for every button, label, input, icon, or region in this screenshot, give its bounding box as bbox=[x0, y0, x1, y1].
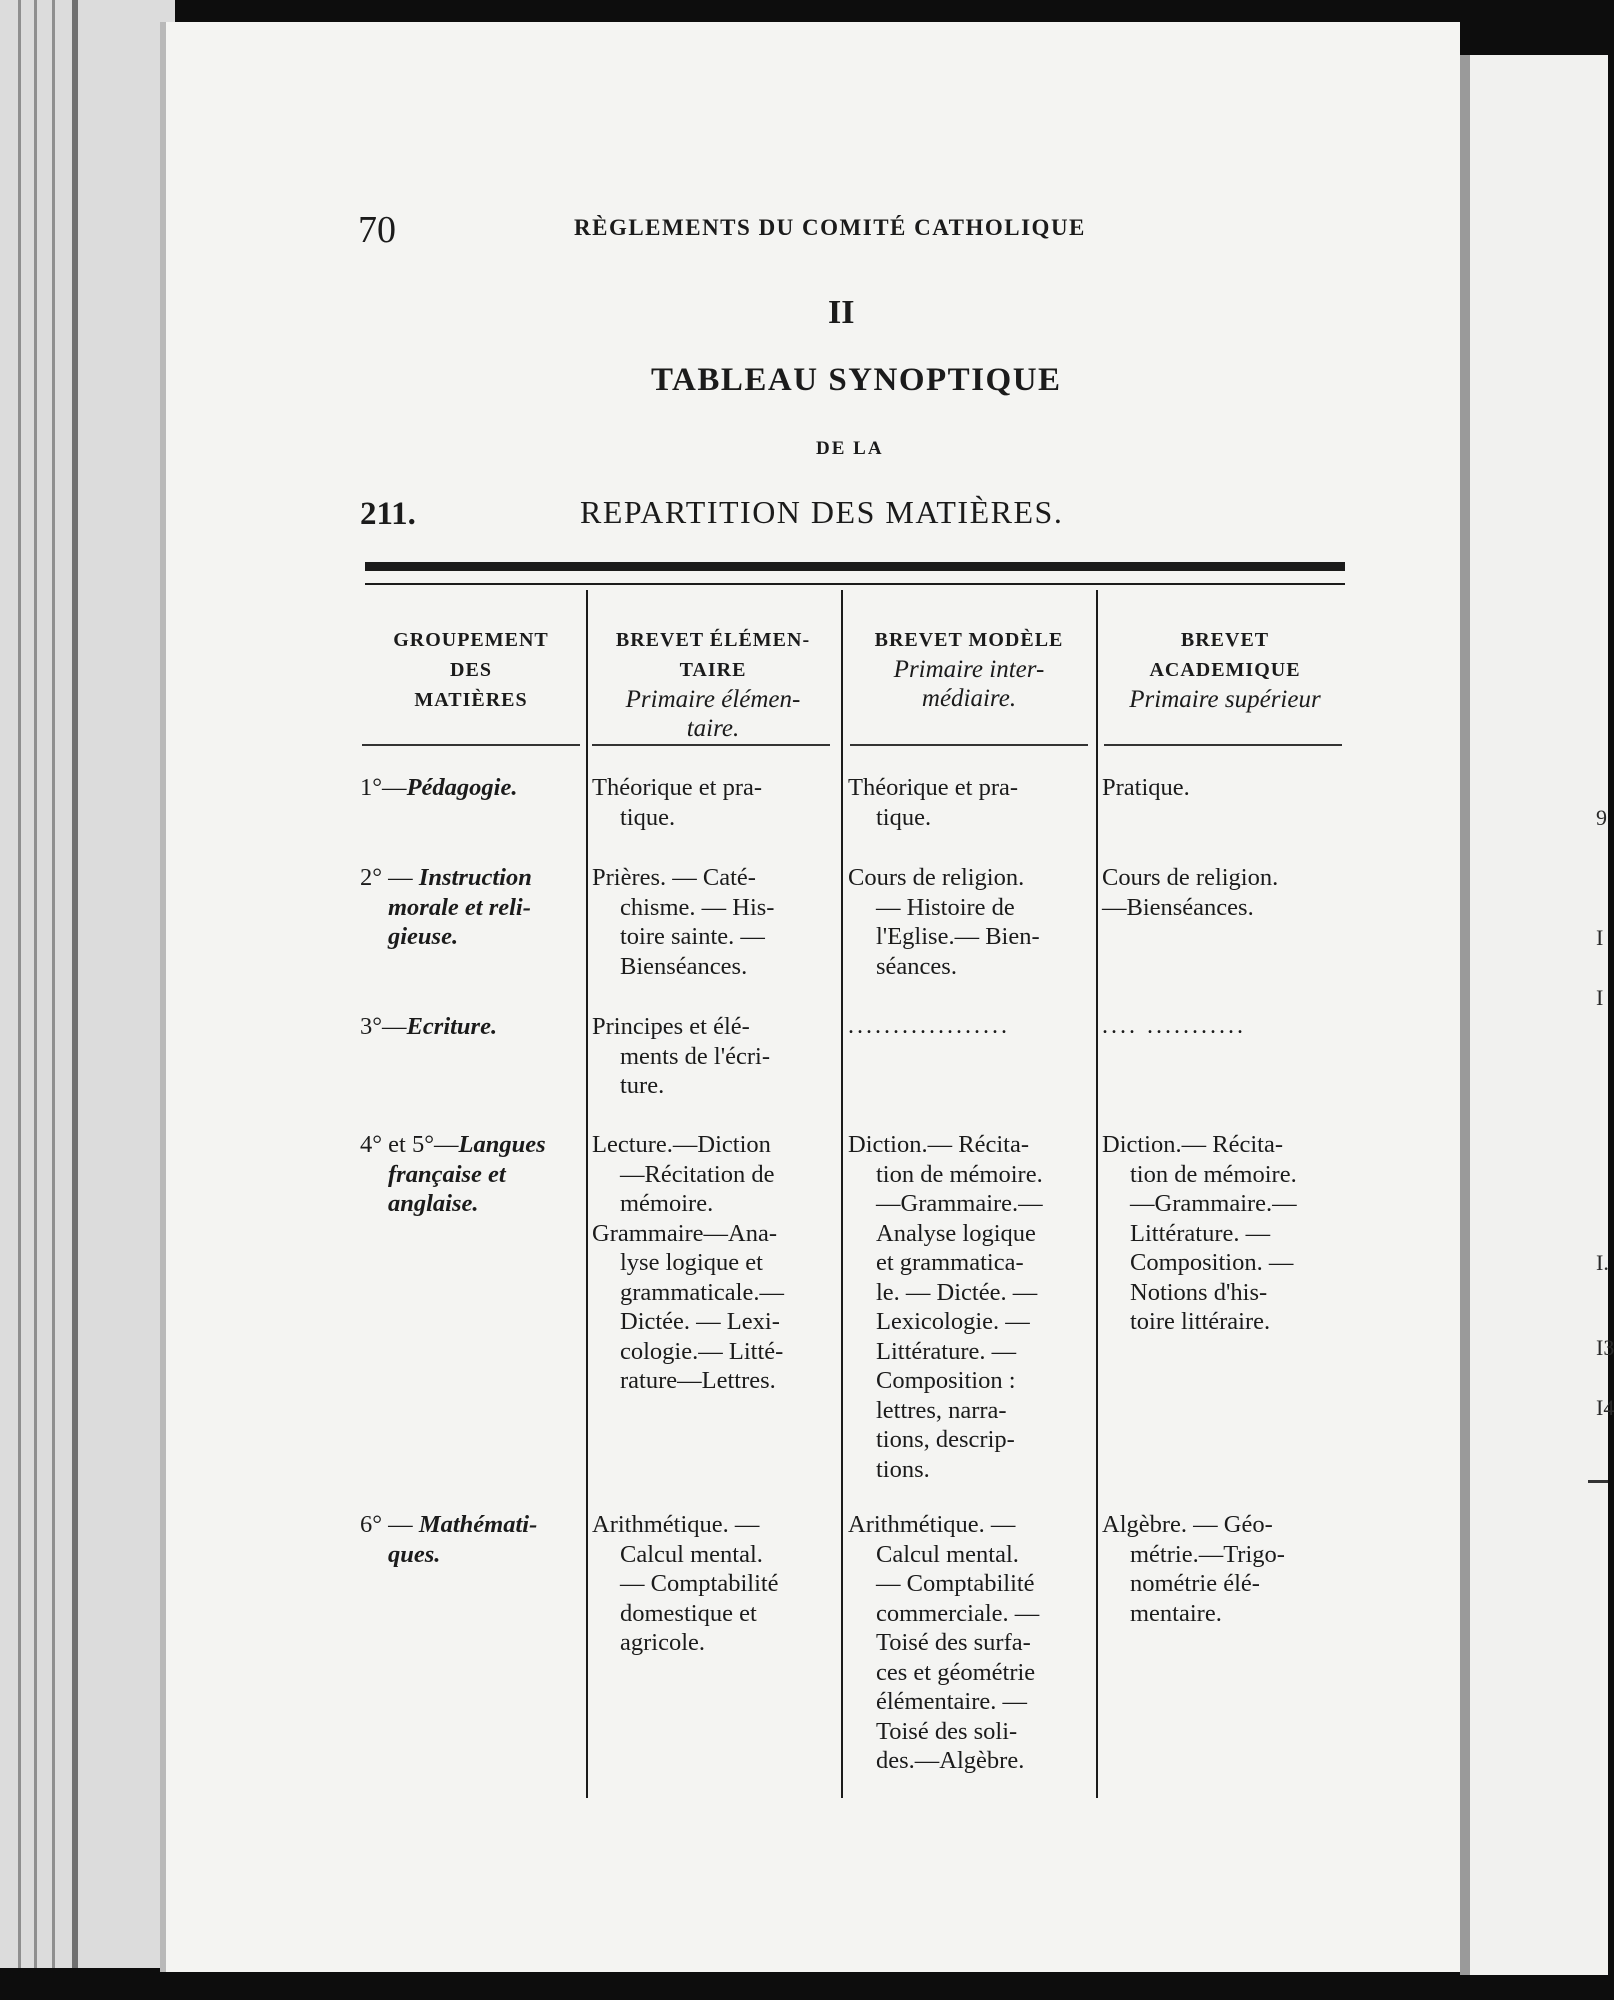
cell-elementaire bbox=[592, 773, 840, 832]
group-label: gieuse. bbox=[388, 923, 459, 950]
cell-line: des.—Algèbre. bbox=[876, 1747, 1025, 1774]
cell-line: Composition. — bbox=[1130, 1249, 1294, 1276]
heading-connector: DE LA bbox=[816, 438, 884, 459]
group-label: anglaise. bbox=[388, 1190, 479, 1217]
cell-line: lyse logique et bbox=[620, 1249, 763, 1276]
cell-line: l'Eglise.— Bien- bbox=[876, 923, 1040, 950]
cell-line: Pratique. bbox=[1102, 774, 1190, 801]
row-group bbox=[360, 1510, 580, 1569]
cell-line: et grammatica- bbox=[876, 1249, 1024, 1276]
header-rule bbox=[850, 744, 1088, 746]
cell-line: Calcul mental. bbox=[876, 1540, 1019, 1568]
row-number: 2° — bbox=[360, 864, 413, 891]
cell-line: lettres, narra- bbox=[876, 1396, 1007, 1424]
header-line: BREVET bbox=[1180, 629, 1270, 651]
margin-mark: I bbox=[1596, 925, 1604, 950]
group-label: morale et reli- bbox=[388, 893, 531, 921]
cell-line: —Grammaire.— bbox=[876, 1190, 1043, 1217]
table-top-rule bbox=[365, 562, 1345, 571]
cell-line: Diction.— Récita- bbox=[848, 1131, 1029, 1158]
cell-line: ture. bbox=[620, 1072, 665, 1099]
cell-line: tion de mémoire. bbox=[1130, 1160, 1297, 1188]
cell-line: Composition : bbox=[876, 1367, 1016, 1394]
row-group bbox=[360, 863, 580, 952]
cell-academique bbox=[1102, 1510, 1350, 1628]
cell-line: Littérature. — bbox=[876, 1337, 1017, 1365]
header-line: BREVET MODÈLE bbox=[874, 629, 1064, 651]
cell-line: agricole. bbox=[620, 1629, 706, 1656]
column-divider bbox=[841, 590, 843, 1798]
cell-modele-empty: .................. bbox=[848, 1013, 1010, 1039]
margin-dash bbox=[1588, 1480, 1608, 1483]
header-rule bbox=[592, 744, 830, 746]
cell-line: Arithmétique. — bbox=[592, 1511, 760, 1538]
cell-line: Bienséances. bbox=[620, 952, 748, 980]
cell-line: Toisé des surfa- bbox=[876, 1629, 1031, 1656]
cell-academique bbox=[1102, 1130, 1350, 1337]
page-edge bbox=[34, 0, 37, 1968]
page-edge bbox=[72, 0, 78, 1968]
header-rule bbox=[1104, 744, 1342, 746]
cell-modele bbox=[848, 1510, 1094, 1776]
cell-line: métrie.—Trigo- bbox=[1130, 1540, 1285, 1568]
running-head: RÈGLEMENTS DU COMITÉ CATHOLIQUE bbox=[574, 215, 1086, 240]
cell-line: Analyse logique bbox=[876, 1219, 1036, 1247]
header-groupement bbox=[362, 625, 580, 715]
cell-line: tique. bbox=[620, 803, 676, 831]
book-page-stack bbox=[0, 0, 175, 1968]
group-label: Ecriture. bbox=[406, 1013, 498, 1040]
cell-line: Littérature. — bbox=[1130, 1219, 1271, 1247]
row-group bbox=[360, 773, 580, 803]
cell-line: Diction.— Récita- bbox=[1102, 1131, 1283, 1158]
cell-line: séances. bbox=[876, 952, 957, 980]
cell-academique bbox=[1102, 863, 1350, 922]
column-divider bbox=[1096, 590, 1098, 1798]
header-brevet-academique bbox=[1100, 625, 1350, 714]
cell-line: ces et géométrie bbox=[876, 1658, 1036, 1686]
cell-line: Lexicologie. — bbox=[876, 1308, 1030, 1335]
cell-line: Lecture.—Diction bbox=[592, 1131, 771, 1158]
header-line: ACADEMIQUE bbox=[1149, 659, 1301, 681]
page-number: 70 bbox=[358, 209, 396, 251]
group-label: Mathémati- bbox=[418, 1511, 538, 1538]
cell-line: Cours de religion. bbox=[1102, 864, 1279, 891]
cell-line: cologie.— Litté- bbox=[620, 1337, 784, 1365]
row-number: 4° et 5°— bbox=[360, 1131, 459, 1158]
header-line: TAIRE bbox=[679, 659, 747, 681]
cell-line: Théorique et pra- bbox=[592, 774, 763, 801]
cell-line: Notions d'his- bbox=[1130, 1278, 1268, 1306]
cell-line: tique. bbox=[876, 803, 932, 831]
row-group bbox=[360, 1012, 580, 1042]
table-top-rule-thin bbox=[365, 583, 1345, 585]
header-line: MATIÈRES bbox=[414, 689, 528, 711]
header-brevet-modele bbox=[846, 625, 1092, 713]
cell-line: commerciale. — bbox=[876, 1599, 1040, 1627]
margin-mark: I3 bbox=[1596, 1335, 1614, 1360]
book-page bbox=[160, 22, 1460, 1972]
margin-mark: I bbox=[1596, 985, 1604, 1010]
cell-line: tions. bbox=[876, 1455, 930, 1483]
cell-academique bbox=[1102, 773, 1350, 803]
cell-line: ments de l'écri- bbox=[620, 1042, 770, 1070]
column-divider bbox=[586, 590, 588, 1798]
header-line: DES bbox=[450, 659, 492, 681]
header-rule bbox=[362, 744, 580, 746]
facing-page-edge bbox=[1460, 55, 1608, 1975]
cell-line: Prières. — Caté- bbox=[592, 864, 756, 891]
group-label: Pédagogie. bbox=[406, 774, 518, 801]
cell-line: nométrie élé- bbox=[1130, 1570, 1260, 1597]
row-number: 3°— bbox=[360, 1013, 407, 1040]
header-subtitle: Primaire inter- bbox=[893, 656, 1045, 683]
group-label: Instruction bbox=[418, 864, 532, 891]
cell-line: — Comptabilité bbox=[876, 1570, 1035, 1597]
row-number: 1°— bbox=[360, 774, 407, 801]
header-line: GROUPEMENT bbox=[393, 629, 549, 651]
cell-line: Algèbre. — Géo- bbox=[1102, 1511, 1273, 1538]
header-brevet-elementaire bbox=[590, 625, 836, 743]
cell-elementaire bbox=[592, 1130, 840, 1396]
cell-line: toire littéraire. bbox=[1130, 1308, 1271, 1335]
cell-line: tion de mémoire. bbox=[876, 1160, 1043, 1188]
cell-line: Arithmétique. — bbox=[848, 1511, 1016, 1538]
cell-academique-empty: .... ........... bbox=[1102, 1013, 1246, 1039]
header-subtitle: taire. bbox=[686, 715, 740, 742]
cell-line: Cours de religion. bbox=[848, 864, 1025, 891]
cell-elementaire bbox=[592, 1012, 840, 1101]
cell-line: Toisé des soli- bbox=[876, 1717, 1018, 1745]
cell-line: tions, descrip- bbox=[876, 1426, 1015, 1453]
group-label: ques. bbox=[388, 1540, 441, 1568]
margin-mark: 9 bbox=[1596, 805, 1607, 830]
cell-elementaire bbox=[592, 863, 840, 981]
cell-line: — Histoire de bbox=[876, 893, 1015, 921]
cell-line: rature—Lettres. bbox=[620, 1367, 776, 1394]
cell-line: Principes et élé- bbox=[592, 1013, 750, 1040]
page-heading: TABLEAU SYNOPTIQUE bbox=[651, 362, 1062, 398]
cell-modele bbox=[848, 1130, 1094, 1484]
header-subtitle: médiaire. bbox=[921, 685, 1017, 712]
cell-line: domestique et bbox=[620, 1599, 757, 1627]
header-subtitle: Primaire élémen- bbox=[625, 686, 801, 713]
header-line: BREVET ÉLÉMEN- bbox=[615, 629, 811, 651]
margin-mark: I4 bbox=[1596, 1395, 1614, 1420]
cell-line: mentaire. bbox=[1130, 1599, 1222, 1627]
cell-line: grammaticale.— bbox=[620, 1278, 784, 1306]
margin-mark: I. bbox=[1596, 1250, 1609, 1275]
cell-line: —Bienséances. bbox=[1102, 893, 1254, 921]
article-number: 211. bbox=[360, 496, 416, 532]
cell-line: —Grammaire.— bbox=[1130, 1190, 1297, 1217]
cell-line: Grammaire—Ana- bbox=[592, 1219, 778, 1247]
page-edge bbox=[52, 0, 55, 1968]
section-number: II bbox=[828, 294, 855, 331]
cell-line: mémoire. bbox=[620, 1190, 714, 1217]
page-edge bbox=[18, 0, 21, 1968]
cell-line: chisme. — His- bbox=[620, 893, 775, 921]
cell-line: — Comptabilité bbox=[620, 1570, 779, 1597]
cell-elementaire bbox=[592, 1510, 840, 1658]
cell-modele bbox=[848, 863, 1094, 981]
cell-line: le. — Dictée. — bbox=[876, 1278, 1038, 1306]
cell-line: élémentaire. — bbox=[876, 1688, 1028, 1715]
cell-line: Théorique et pra- bbox=[848, 774, 1019, 801]
page-subheading: REPARTITION DES MATIÈRES. bbox=[580, 494, 1064, 530]
cell-line: —Récitation de bbox=[620, 1160, 775, 1188]
cell-modele bbox=[848, 773, 1094, 832]
cell-line: Calcul mental. bbox=[620, 1540, 763, 1568]
header-subtitle: Primaire supérieur bbox=[1129, 686, 1321, 713]
group-label: française et bbox=[388, 1160, 506, 1188]
group-label: Langues bbox=[458, 1131, 546, 1158]
cell-line: toire sainte. — bbox=[620, 923, 765, 950]
row-group bbox=[360, 1130, 580, 1219]
cell-line: Dictée. — Lexi- bbox=[620, 1308, 780, 1335]
row-number: 6° — bbox=[360, 1511, 413, 1538]
